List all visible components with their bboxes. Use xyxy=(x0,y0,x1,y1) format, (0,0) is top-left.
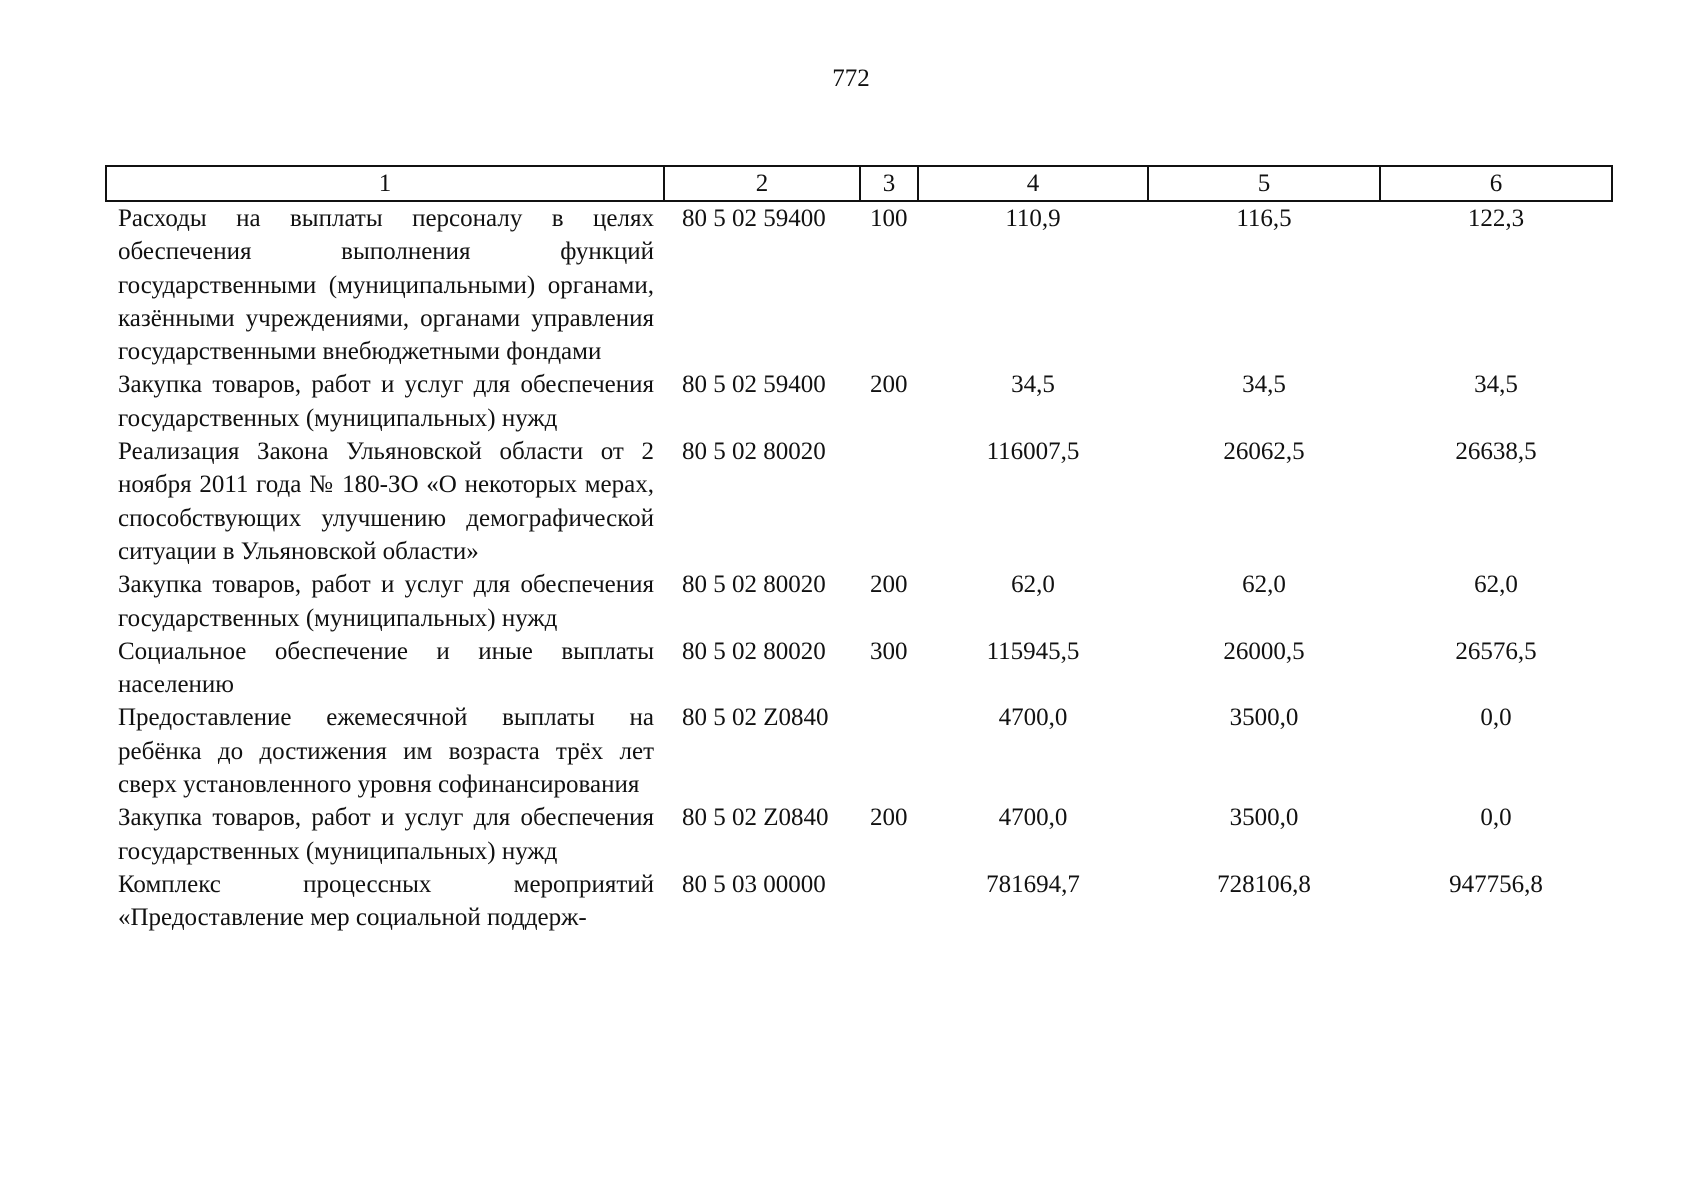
row-code: 80 5 02 80020 xyxy=(682,438,826,466)
row-expense-type: 300 xyxy=(870,637,908,665)
row-code: 80 5 02 59400 xyxy=(682,371,826,399)
row-value-5: 26000,5 xyxy=(1223,637,1305,665)
row-value-6: 0,0 xyxy=(1480,704,1512,732)
row-code: 80 5 03 00000 xyxy=(682,870,826,898)
row-expense-type: 200 xyxy=(870,804,908,832)
table-row xyxy=(106,568,1612,635)
row-name: Расходы на выплаты персоналу в целях обеспечения выполнения функций государственными (муниципальными) органами, казёнными учреждениями, органами управления государственными внебюджетными фондами xyxy=(118,205,654,366)
page-number: 772 xyxy=(832,65,870,92)
row-value-5: 3500,0 xyxy=(1229,804,1299,832)
row-value-5: 728106,8 xyxy=(1217,870,1311,898)
row-code: 80 5 02 Z0840 xyxy=(682,804,829,832)
row-expense-type xyxy=(860,868,918,935)
row-name: Комплекс процессных мероприятий «Предоставление мер социальной поддерж- xyxy=(118,870,654,932)
row-value-5: 3500,0 xyxy=(1229,704,1299,732)
table-row xyxy=(106,635,1612,702)
row-name: Реализация Закона Ульяновской области от 2 ноября 2011 года № 180-ЗО «О некоторых мерах, способствующих улучшению демографической ситуации в Ульяновской области» xyxy=(118,438,654,565)
column-header-1: 1 xyxy=(106,166,664,201)
row-value-6: 947756,8 xyxy=(1449,870,1543,898)
row-name: Социальное обеспечение и иные выплаты населению xyxy=(118,637,654,699)
row-value-4: 116007,5 xyxy=(986,438,1080,466)
table-row xyxy=(106,435,1612,568)
table-body xyxy=(106,201,1612,935)
header-row xyxy=(106,166,1612,201)
table-row xyxy=(106,801,1612,868)
row-value-5: 116,5 xyxy=(1236,205,1292,232)
row-value-4: 4700,0 xyxy=(998,804,1068,832)
row-expense-type: 100 xyxy=(870,205,908,232)
row-expense-type xyxy=(860,701,918,801)
row-value-5: 26062,5 xyxy=(1223,438,1305,466)
row-code: 80 5 02 80020 xyxy=(682,571,826,599)
budget-table xyxy=(105,165,1613,935)
row-value-4: 115945,5 xyxy=(986,637,1080,665)
row-value-6: 26638,5 xyxy=(1455,438,1537,466)
row-name: Предоставление ежемесячной выплаты на ребёнка до достижения им возраста трёх лет сверх установленного уровня софинансирования xyxy=(118,704,654,799)
row-name: Закупка товаров, работ и услуг для обеспечения государственных (муниципальных) нужд xyxy=(118,804,654,865)
table-row xyxy=(106,701,1612,801)
table-row xyxy=(106,868,1612,935)
row-value-5: 34,5 xyxy=(1242,371,1286,399)
row-value-5: 62,0 xyxy=(1242,571,1286,599)
row-code: 80 5 02 Z0840 xyxy=(682,704,829,732)
row-value-6: 62,0 xyxy=(1474,571,1518,599)
column-header-5: 5 xyxy=(1148,166,1380,201)
row-value-6: 34,5 xyxy=(1474,371,1518,399)
table-row xyxy=(106,368,1612,435)
column-header-2: 2 xyxy=(664,166,860,201)
row-value-4: 62,0 xyxy=(1011,571,1055,599)
row-expense-type: 200 xyxy=(870,371,908,399)
table-header xyxy=(106,166,1612,201)
row-value-4: 110,9 xyxy=(1005,205,1061,232)
row-code: 80 5 02 59400 xyxy=(682,205,826,232)
column-header-6: 6 xyxy=(1380,166,1612,201)
row-name: Закупка товаров, работ и услуг для обеспечения государственных (муниципальных) нужд xyxy=(118,371,654,432)
row-value-6: 26576,5 xyxy=(1455,637,1537,665)
row-value-6: 122,3 xyxy=(1467,205,1525,232)
row-value-4: 4700,0 xyxy=(998,704,1068,732)
table-row xyxy=(106,201,1612,368)
row-value-6: 0,0 xyxy=(1480,804,1512,832)
row-value-4: 34,5 xyxy=(1011,371,1055,399)
column-header-3: 3 xyxy=(860,166,918,201)
column-header-4: 4 xyxy=(918,166,1148,201)
row-expense-type xyxy=(860,435,918,568)
row-code: 80 5 02 80020 xyxy=(682,637,826,665)
row-name: Закупка товаров, работ и услуг для обеспечения государственных (муниципальных) нужд xyxy=(118,571,654,632)
row-expense-type: 200 xyxy=(870,571,908,599)
row-value-4: 781694,7 xyxy=(986,870,1080,898)
